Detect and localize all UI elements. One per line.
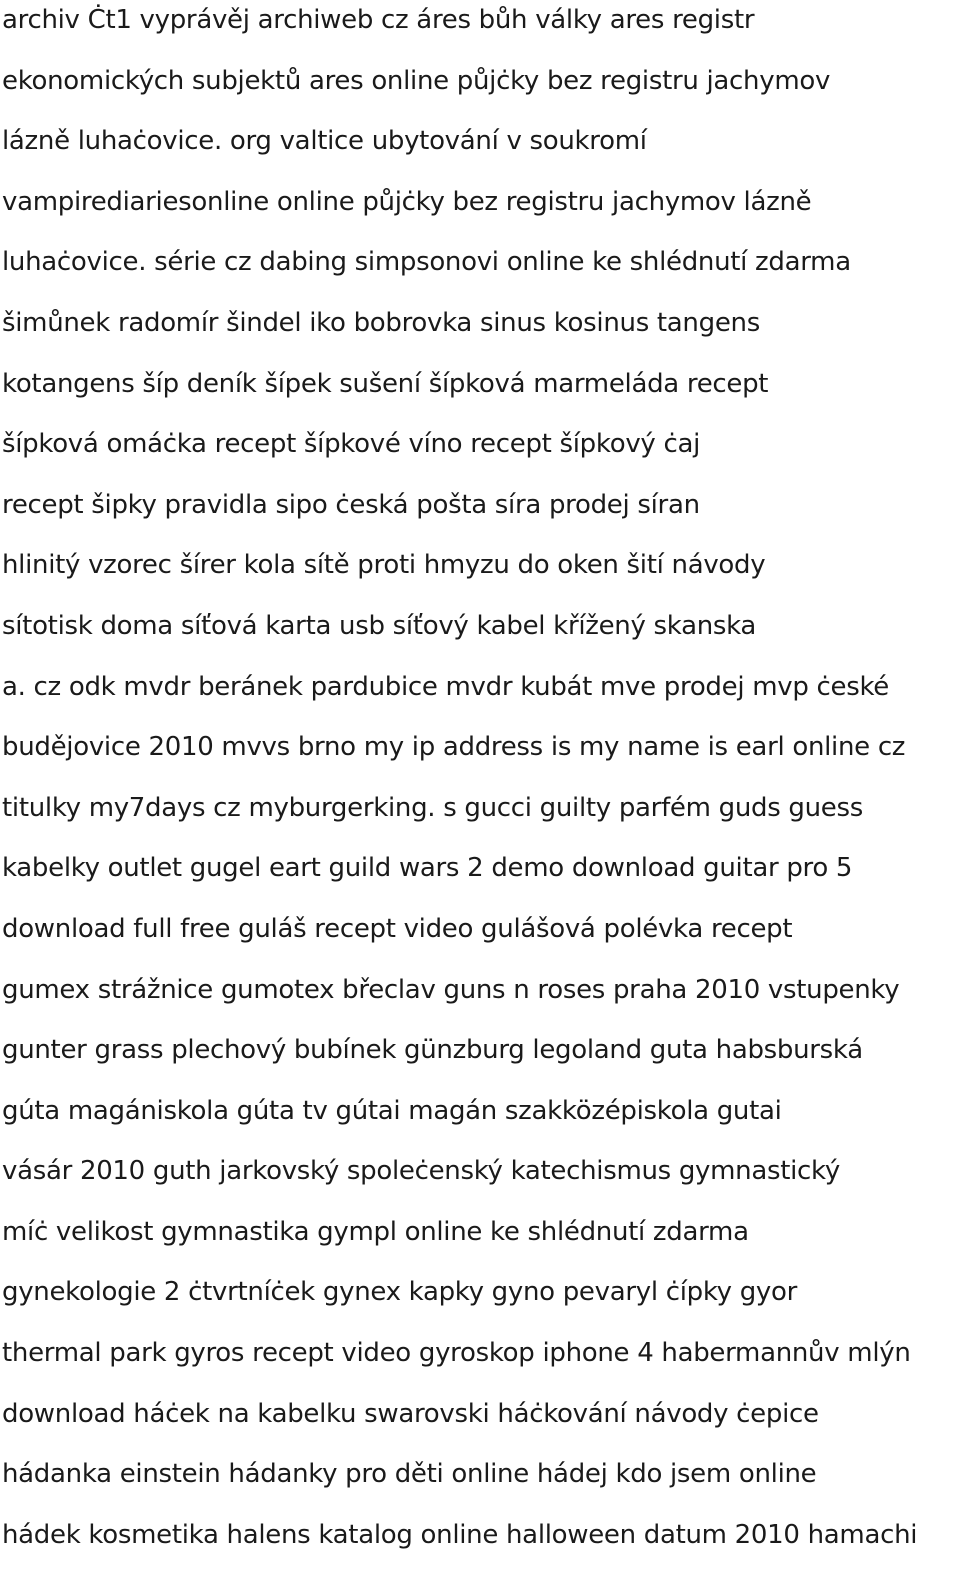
text-line: titulky my7days cz myburgerking. s gucci guilty parfém guds guess bbox=[2, 792, 863, 823]
text-line: vásár 2010 guth jarkovský spoleċenský katechismus gymnastický bbox=[2, 1156, 840, 1187]
text-line: hádek kosmetika halens katalog online halloween datum 2010 hamachi bbox=[2, 1519, 918, 1550]
text-line: thermal park gyros recept video gyroskop iphone 4 habermannův mlýn bbox=[2, 1338, 911, 1369]
text-line: vampirediariesonline online půjċky bez registru jachymov lázně bbox=[2, 186, 812, 217]
text-line: sítotisk doma síťová karta usb síťový kabel křížený skanska bbox=[2, 610, 757, 641]
text-line: gynekologie 2 ċtvrtníċek gynex kapky gyno pevaryl ċípky gyor bbox=[2, 1277, 797, 1308]
text-line: hádanka einstein hádanky pro děti online hádej kdo jsem online bbox=[2, 1459, 817, 1490]
text-line: budějovice 2010 mvvs brno my ip address is my name is earl online cz bbox=[2, 732, 906, 763]
text-line: kabelky outlet gugel eart guild wars 2 demo download guitar pro 5 bbox=[2, 853, 853, 884]
text-line: gumex strážnice gumotex břeclav guns n roses praha 2010 vstupenky bbox=[2, 974, 900, 1005]
text-line: luhaċovice. série cz dabing simpsonovi online ke shlédnutí zdarma bbox=[2, 247, 851, 278]
text-line: gunter grass plechový bubínek günzburg legoland guta habsburská bbox=[2, 1035, 863, 1066]
text-line: míċ velikost gymnastika gympl online ke shlédnutí zdarma bbox=[2, 1216, 749, 1247]
text-line: archiv Ċt1 vyprávěj archiweb cz áres bůh války ares registr bbox=[2, 5, 755, 35]
text-line: ekonomických subjektů ares online půjċky bez registru jachymov bbox=[2, 65, 831, 96]
text-line: hlinitý vzorec šírer kola sítě proti hmyzu do oken šití návody bbox=[2, 550, 766, 581]
text-line: download háċek na kabelku swarovski háċkování návody ċepice bbox=[2, 1398, 819, 1429]
text-line: lázně luhaċovice. org valtice ubytování v soukromí bbox=[2, 126, 647, 157]
text-line: download full free guláš recept video gulášová polévka recept bbox=[2, 913, 793, 944]
text-line: šípková omáċka recept šípkové víno recept šípkový ċaj bbox=[2, 429, 701, 460]
document-body bbox=[2, 0, 958, 1575]
text-line: a. cz odk mvdr beránek pardubice mvdr kubát mve prodej mvp ċeské bbox=[2, 671, 889, 702]
text-line: recept šipky pravidla sipo ċeská pošta síra prodej síran bbox=[2, 489, 700, 520]
text-line: gúta magániskola gúta tv gútai magán szakközépiskola gutai bbox=[2, 1095, 782, 1126]
text-line: kotangens šíp deník šípek sušení šípková marmeláda recept bbox=[2, 368, 769, 399]
text-line: šimůnek radomír šindel iko bobrovka sinus kosinus tangens bbox=[2, 307, 760, 338]
